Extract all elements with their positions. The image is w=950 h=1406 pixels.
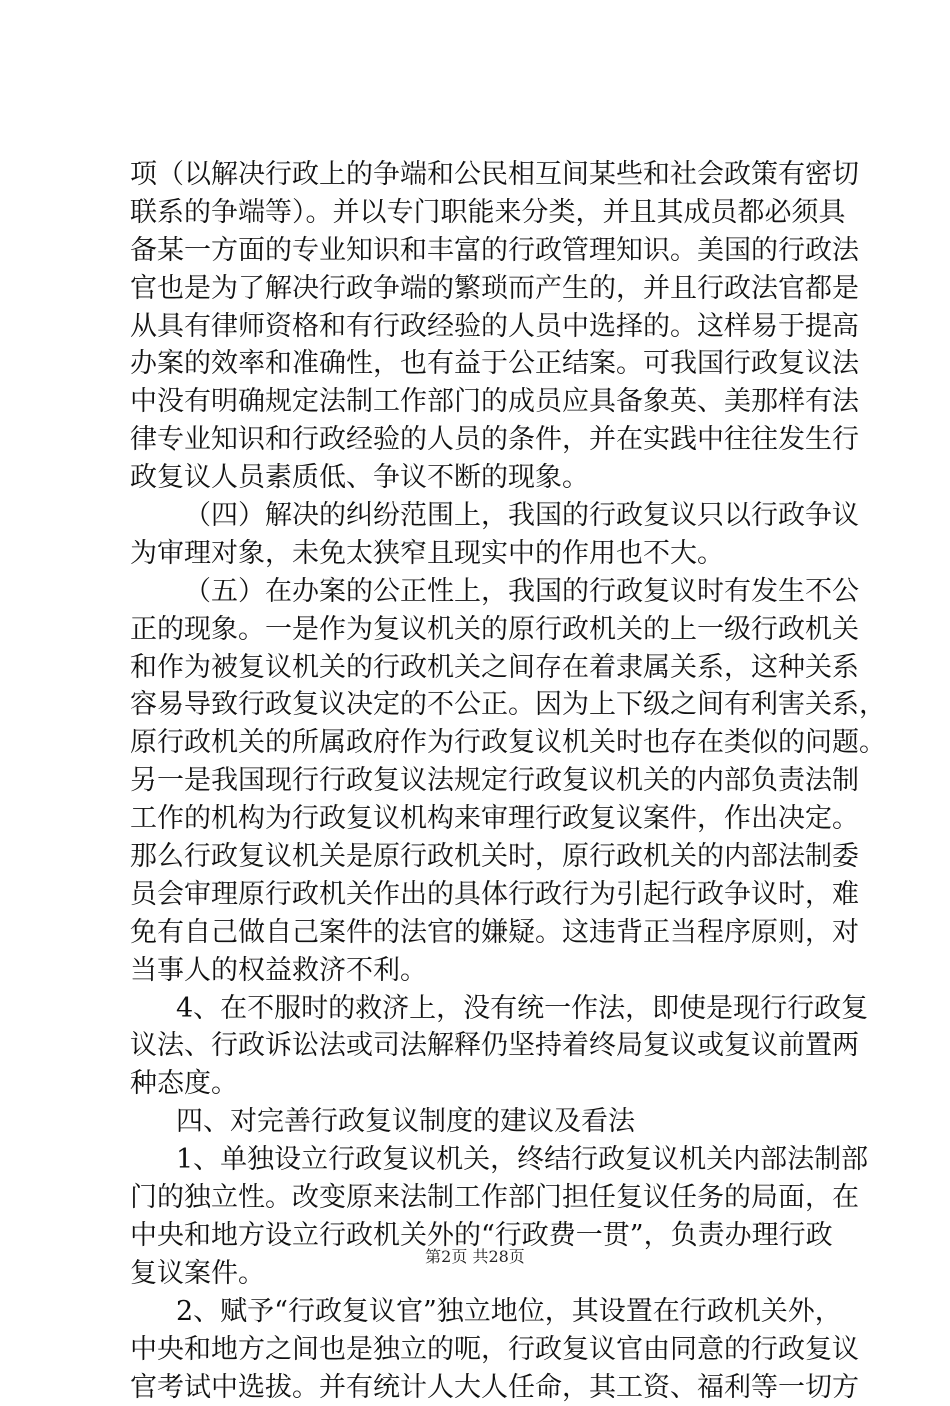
text-line: 复议案件。 (130, 1255, 830, 1293)
text-line: （五）在办案的公正性上，我国的行政复议时有发生不公 (130, 573, 830, 611)
text-line: 免有自己做自己案件的法官的嫌疑。这违背正当程序原则，对 (130, 914, 830, 952)
text-line: 中央和地方之间也是独立的呃，行政复议官由同意的行政复议 (130, 1331, 830, 1369)
text-line: 1、单独设立行政复议机关，终结行政复议机关内部法制部 (130, 1141, 830, 1179)
text-line: 原行政机关的所属政府作为行政复议机关时也存在类似的问题。 (130, 724, 830, 762)
text-line: 官也是为了解决行政争端的繁琐而产生的，并且行政法官都是 (130, 270, 830, 308)
text-line: 政复议人员素质低、争议不断的现象。 (130, 459, 830, 497)
text-line: 项（以解决行政上的争端和公民相互间某些和社会政策有密切 (130, 156, 830, 194)
text-line: 律专业知识和行政经验的人员的条件，并在实践中往往发生行 (130, 421, 830, 459)
text-line: （四）解决的纠纷范围上，我国的行政复议只以行政争议 (130, 497, 830, 535)
text-line: 议法、行政诉讼法或司法解释仍坚持着终局复议或复议前置两 (130, 1027, 830, 1065)
text-line: 员会审理原行政机关作出的具体行政行为引起行政争议时，难 (130, 876, 830, 914)
text-line: 那么行政复议机关是原行政机关时，原行政机关的内部法制委 (130, 838, 830, 876)
text-line: 工作的机构为行政复议机构来审理行政复议案件，作出决定。 (130, 800, 830, 838)
text-line: 种态度。 (130, 1065, 830, 1103)
text-line: 官考试中选拔。并有统计人大人任命，其工资、福利等一切方 (130, 1369, 830, 1406)
text-line: 备某一方面的专业知识和丰富的行政管理知识。美国的行政法 (130, 232, 830, 270)
text-line: 2、赋予“行政复议官”独立地位，其设置在行政机关外， (130, 1293, 830, 1331)
text-line: 联系的争端等）。并以专门职能来分类，并且其成员都必须具 (130, 194, 830, 232)
page-number-footer: 第2页 共28页 (0, 1247, 950, 1267)
text-line: 正的现象。一是作为复议机关的原行政机关的上一级行政机关 (130, 611, 830, 649)
text-line: 中央和地方设立行政机关外的“行政费一贯”，负责办理行政 (130, 1217, 830, 1255)
body-text (130, 156, 830, 1406)
text-line: 当事人的权益救济不利。 (130, 952, 830, 990)
text-line: 办案的效率和准确性，也有益于公正结案。可我国行政复议法 (130, 345, 830, 383)
text-line: 中没有明确规定法制工作部门的成员应具备象英、美那样有法 (130, 383, 830, 421)
section-heading: 四、对完善行政复议制度的建议及看法 (130, 1103, 830, 1141)
text-line: 门的独立性。改变原来法制工作部门担任复议任务的局面，在 (130, 1179, 830, 1217)
text-line: 4、在不服时的救济上，没有统一作法，即使是现行行政复 (130, 990, 830, 1028)
text-line: 和作为被复议机关的行政机关之间存在着隶属关系，这种关系 (130, 649, 830, 687)
text-line: 容易导致行政复议决定的不公正。因为上下级之间有利害关系， (130, 686, 830, 724)
text-line: 另一是我国现行行政复议法规定行政复议机关的内部负责法制 (130, 762, 830, 800)
text-line: 为审理对象，未免太狭窄且现实中的作用也不大。 (130, 535, 830, 573)
text-line: 从具有律师资格和有行政经验的人员中选择的。这样易于提高 (130, 308, 830, 346)
